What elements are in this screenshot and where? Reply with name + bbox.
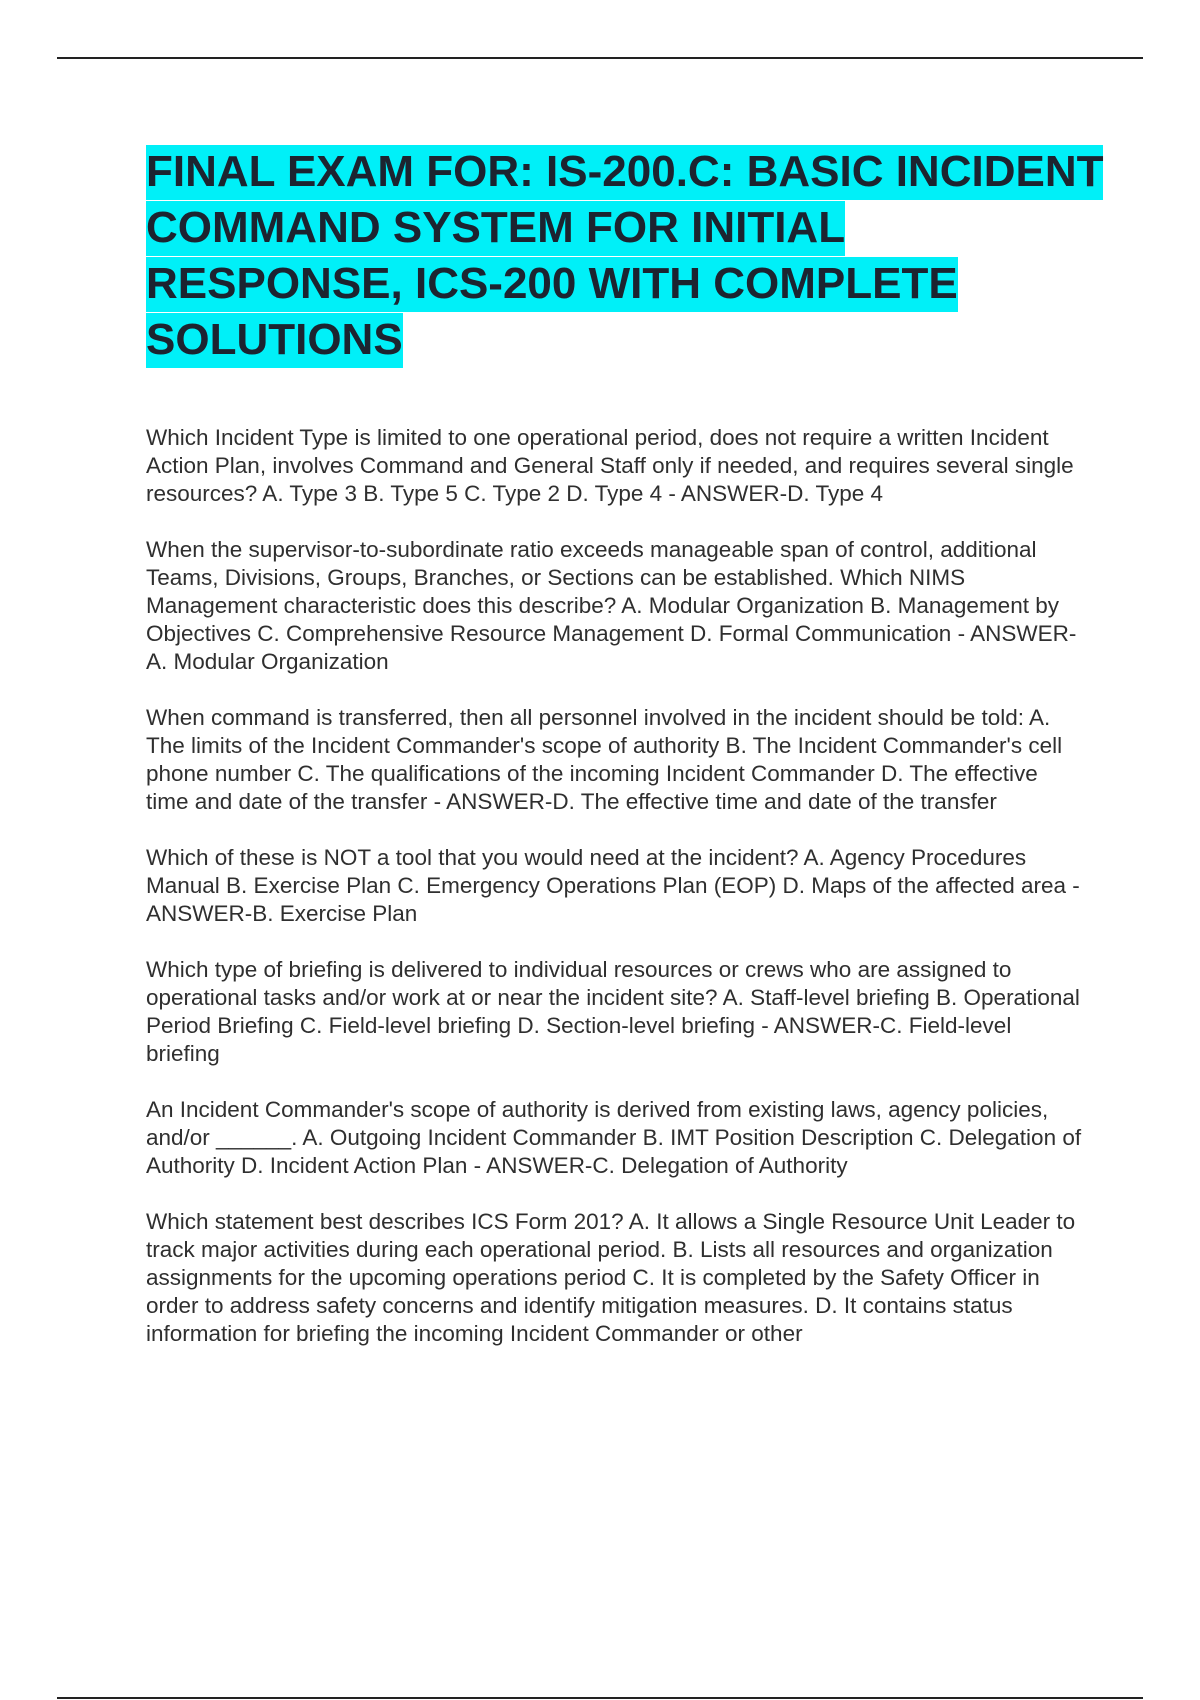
- footer-rule: [57, 1697, 1143, 1699]
- qa-item: When command is transferred, then all personnel involved in the incident should be told: A. The limits of the Incident Commander's scope of authority B. The Incident Commander's cell phone number C. The qualifications of the incoming Incident Commander D. The effective time and date of the transfer - ANSWER-D. The effective time and date of the transfer: [146, 705, 1063, 814]
- qa-item: When the supervisor-to-subordinate ratio exceeds manageable span of control, additional Teams, Divisions, Groups, Branches, or Sections can be established. Which NIMS Management characteristic does this describe? A. Modular Organization B. Management by Objectives C. Comprehensive Resource Management D. Formal Communication - ANSWER-A. Modular Organization: [146, 537, 1077, 674]
- qa-item: Which statement best describes ICS Form 201? A. It allows a Single Resource Unit Leader to track major activities during each operational period. B. Lists all resources and organization assignments for the upcoming operations period C. It is completed by the Safety Officer in order to address safety concerns and identify mitigation measures. D. It contains status information for briefing the incoming Incident Commander or other: [146, 1209, 1076, 1346]
- qa-item: Which of these is NOT a tool that you would need at the incident? A. Agency Procedures Manual B. Exercise Plan C. Emergency Operations Plan (EOP) D. Maps of the affected area - ANSWER-B. Exercise Plan: [146, 845, 1080, 926]
- header-rule: [57, 57, 1143, 59]
- qa-item: Which type of briefing is delivered to individual resources or crews who are assigned to operational tasks and/or work at or near the incident site? A. Staff-level briefing B. Operational Period Briefing C. Field-level briefing D. Section-level briefing - ANSWER-C. Field-level briefing: [146, 957, 1080, 1066]
- title-highlight: FINAL EXAM FOR: IS-200.C: BASIC INCIDENT COMMAND SYSTEM FOR INITIAL RESPONSE, ICS-200 WITH COMPLETE SOLUTIONS: [146, 145, 1103, 368]
- qa-item: Which Incident Type is limited to one operational period, does not require a written Incident Action Plan, involves Command and General Staff only if needed, and requires several single resources? A. Type 3 B. Type 5 C. Type 2 D. Type 4 - ANSWER-D. Type 4: [146, 425, 1074, 506]
- document-title: [146, 144, 1106, 368]
- qa-list: [146, 424, 1086, 1376]
- qa-item: An Incident Commander's scope of authority is derived from existing laws, agency policies, and/or ______. A. Outgoing Incident Commander B. IMT Position Description C. Delegation of Authority D. Incident Action Plan - ANSWER-C. Delegation of Authority: [146, 1097, 1082, 1178]
